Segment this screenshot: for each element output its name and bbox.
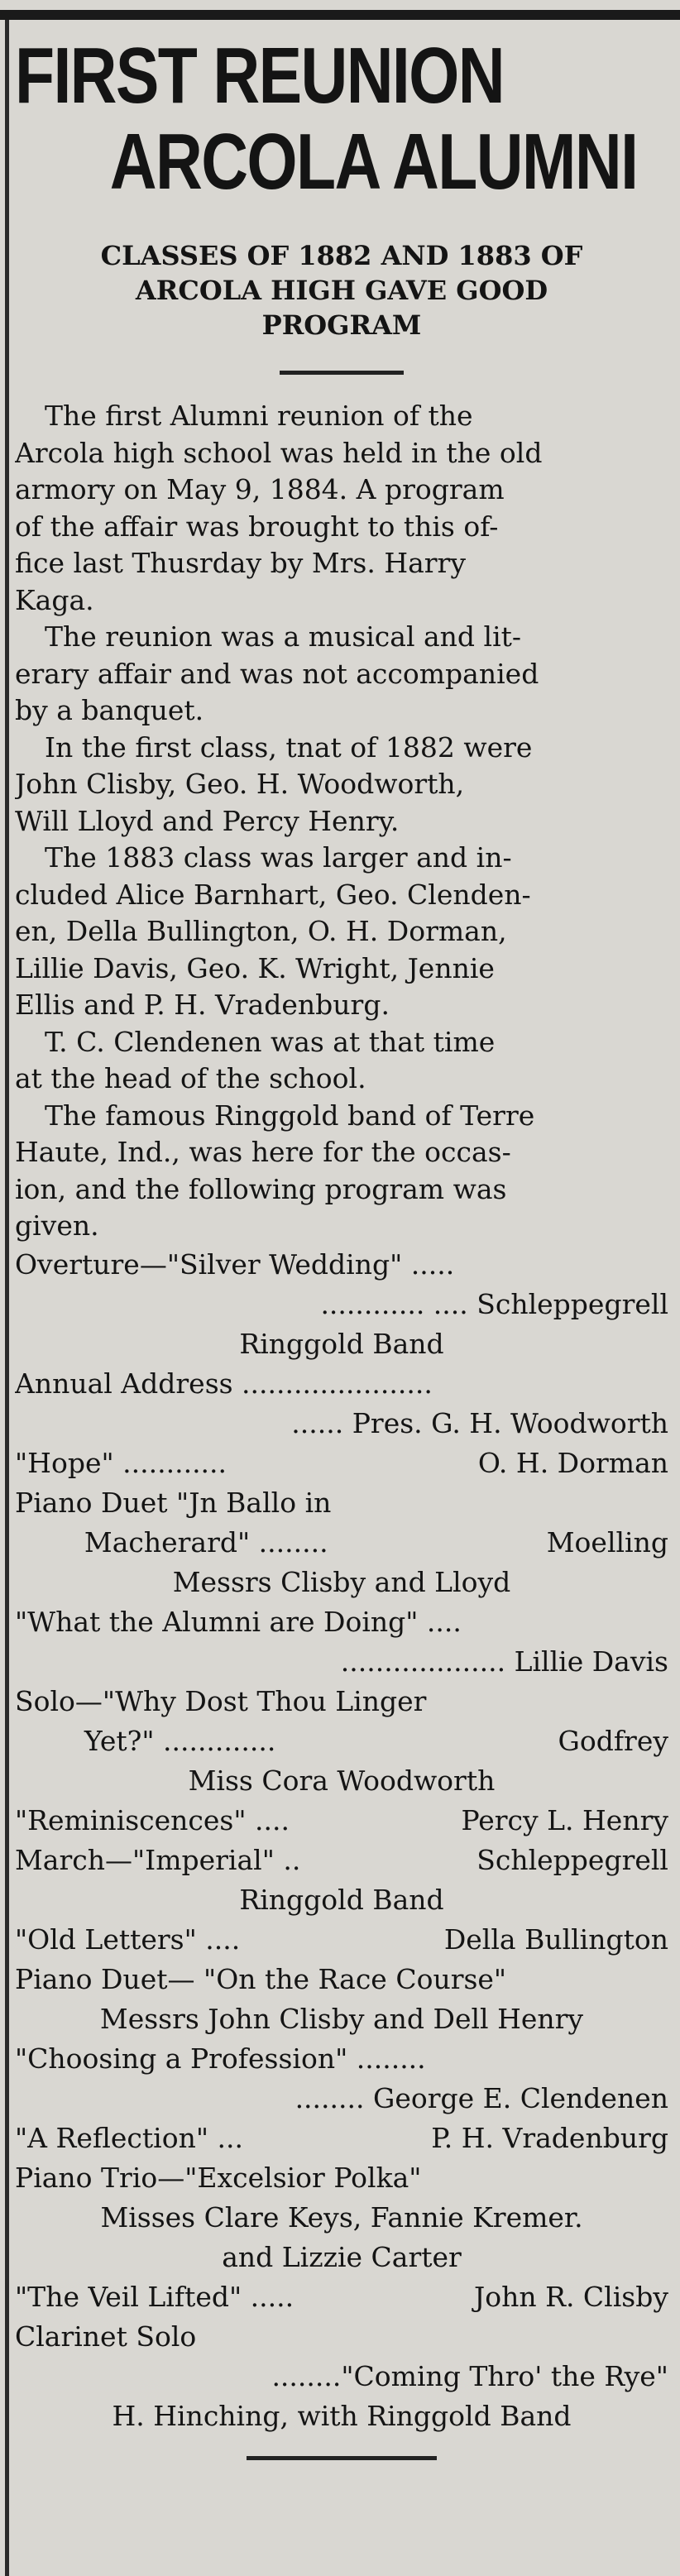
program-item <box>15 2277 668 2317</box>
paragraph <box>15 619 668 730</box>
program-item: Solo—"Why Dost Thou Linger <box>15 1684 427 1717</box>
program-item: Ringgold Band <box>239 1327 444 1360</box>
program-listing <box>15 1245 668 2436</box>
paragraph-line: T. C. Clendenen was at that time <box>45 1025 496 1058</box>
paragraph-line: The reunion was a musical and lit- <box>45 620 522 653</box>
program-item: Piano Trio—"Excelsior Polka" <box>15 2161 422 2194</box>
paragraph <box>15 840 668 1024</box>
left-column-rule <box>5 20 9 2576</box>
paragraph-line: cluded Alice Barnhart, Geo. Clenden- <box>15 878 531 911</box>
program-item: ................... Lillie Davis <box>340 1645 668 1678</box>
program-item: Overture—"Silver Wedding" ..... <box>15 1247 455 1281</box>
paragraph-line: The 1883 class was larger and in- <box>45 841 512 874</box>
subhead-line-1: CLASSES OF 1882 AND 1883 OF <box>100 240 583 271</box>
paragraph-line: by a banquet. <box>15 694 204 726</box>
paragraph-line: The famous Ringgold band of Terre <box>45 1099 535 1132</box>
program-title: Macherard" ........ <box>15 1525 328 1559</box>
program-item: ........ George E. Clendenen <box>295 2081 668 2114</box>
paragraph-line: The first Alumni reunion of the <box>45 400 473 432</box>
headline <box>15 33 666 205</box>
paragraph-line: Arcola high school was held in the old <box>15 436 543 469</box>
program-item: Clarinet Solo <box>15 2320 197 2353</box>
program-item: "What the Alumni are Doing" .... <box>15 1605 462 1638</box>
program-item: and Lizzie Carter <box>222 2240 462 2273</box>
program-title: "Old Letters" .... <box>15 1922 241 1956</box>
subheadline <box>15 238 668 342</box>
headline-line-1: FIRST REUNION <box>15 31 504 120</box>
paragraph <box>15 1024 668 1098</box>
paragraph <box>15 730 668 840</box>
paragraph-line: armory on May 9, 1884. A program <box>15 473 505 505</box>
program-title: March—"Imperial" .. <box>15 1843 301 1876</box>
program-item: Ringgold Band <box>239 1883 444 1916</box>
program-item <box>15 1801 668 1841</box>
article <box>15 33 668 2460</box>
program-title: "Hope" ............ <box>15 1446 227 1479</box>
article-body <box>15 398 668 1245</box>
end-rule <box>247 2456 437 2460</box>
program-performer: John R. Clisby <box>474 2280 668 2313</box>
program-item: H. Hinching, with Ringgold Band <box>112 2399 572 2432</box>
paragraph-line: en, Della Bullington, O. H. Dorman, <box>15 915 507 947</box>
program-performer: Della Bullington <box>443 1922 668 1956</box>
program-item: ............ .... Schleppegrell <box>320 1287 668 1320</box>
program-item <box>15 2119 668 2158</box>
program-title: Yet?" ............. <box>15 1724 276 1757</box>
program-item: Piano Duet "Jn Ballo in <box>15 1486 332 1519</box>
paragraph-line: of the affair was brought to this of- <box>15 510 499 543</box>
program-item <box>15 1444 668 1483</box>
program-performer: P. H. Vradenburg <box>431 2121 668 2154</box>
headline-line-2: ARCOLA ALUMNI <box>109 117 638 206</box>
paragraph-line: fice last Thusrday by Mrs. Harry <box>15 547 466 579</box>
program-item <box>15 1841 668 1880</box>
paragraph-line: erary affair and was not accompanied <box>15 657 539 690</box>
program-item: ...... Pres. G. H. Woodworth <box>291 1406 668 1439</box>
program-title: "Reminiscences" .... <box>15 1803 290 1836</box>
program-item: Messrs John Clisby and Dell Henry <box>99 2002 584 2035</box>
program-item: Piano Duet— "On the Race Course" <box>15 1962 507 1995</box>
paragraph-line: given. <box>15 1209 99 1242</box>
program-item <box>15 1523 668 1563</box>
paragraph-line: Haute, Ind., was here for the occas- <box>15 1136 511 1168</box>
program-item: ........"Coming Thro' the Rye" <box>271 2359 668 2392</box>
paragraph-line: John Clisby, Geo. H. Woodworth, <box>15 768 465 800</box>
program-title: "A Reflection" ... <box>15 2121 243 2154</box>
paragraph-line: Will Lloyd and Percy Henry. <box>15 804 400 837</box>
paragraph <box>15 1098 668 1245</box>
program-item: Messrs Clisby and Lloyd <box>172 1565 511 1598</box>
program-performer: Moelling <box>546 1525 668 1559</box>
paragraph-line: In the first class, tnat of 1882 were <box>45 730 533 764</box>
program-performer: O. H. Dorman <box>477 1446 668 1479</box>
subhead-line-2: ARCOLA HIGH GAVE GOOD <box>135 275 548 306</box>
program-title: "The Veil Lifted" ..... <box>15 2280 295 2313</box>
paragraph <box>15 398 668 619</box>
program-item: Misses Clare Keys, Fannie Kremer. <box>100 2200 583 2234</box>
program-performer: Godfrey <box>558 1724 668 1757</box>
program-item: "Choosing a Profession" ........ <box>15 2042 426 2075</box>
paragraph-line: at the head of the school. <box>15 1062 366 1094</box>
program-item: Miss Cora Woodworth <box>188 1764 496 1797</box>
program-performer: Percy L. Henry <box>461 1803 668 1836</box>
top-column-rule <box>0 10 680 20</box>
program-performer: Schleppegrell <box>476 1843 668 1876</box>
paragraph-line: Lillie Davis, Geo. K. Wright, Jennie <box>15 951 495 984</box>
paragraph-line: Kaga. <box>15 583 94 616</box>
program-item <box>15 1920 668 1960</box>
paragraph-line: ion, and the following program was <box>15 1172 507 1205</box>
paragraph-line: Ellis and P. H. Vradenburg. <box>15 989 390 1021</box>
program-item: Annual Address ...................... <box>15 1367 433 1400</box>
subhead-line-3: PROGRAM <box>261 309 422 341</box>
program-item <box>15 1721 668 1761</box>
headline-divider <box>280 371 404 375</box>
